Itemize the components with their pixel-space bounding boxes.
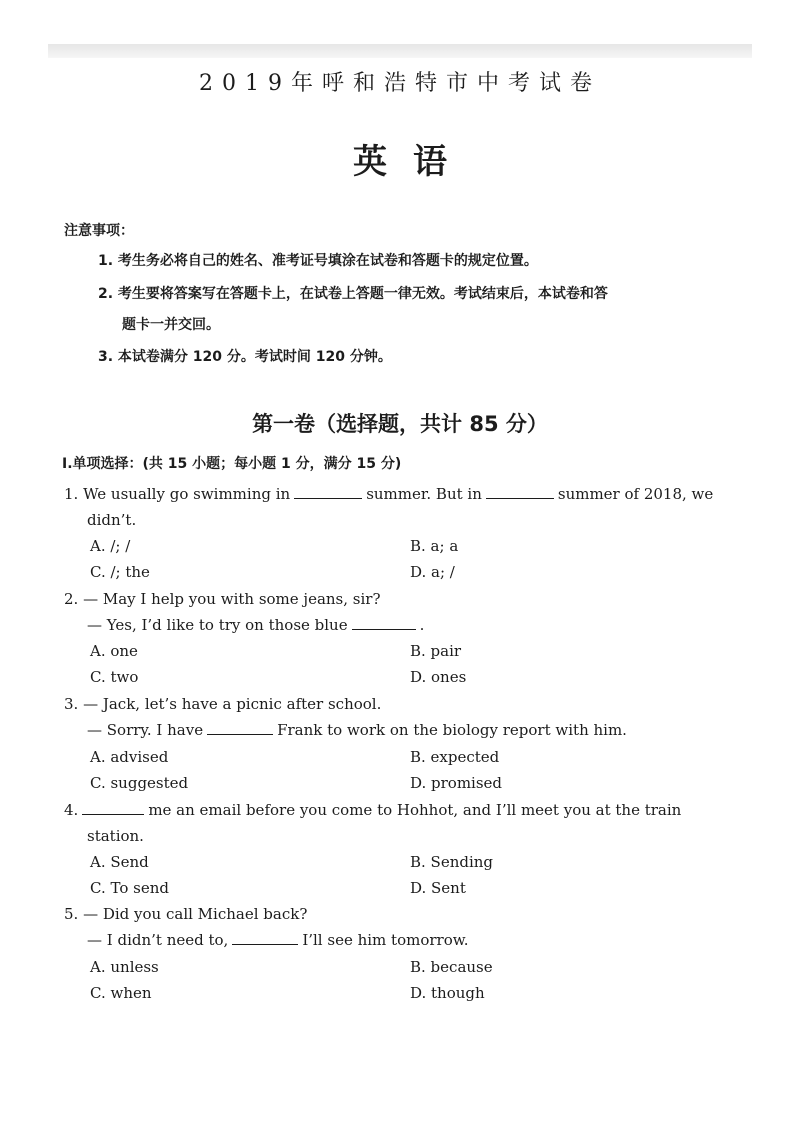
option-c: C. suggested bbox=[90, 774, 189, 792]
question-1-stem-line bbox=[64, 485, 713, 503]
stem-text: me an email before you come to Hohhot, and I’ll meet you at the train bbox=[148, 801, 682, 819]
notice-item: 1. 考生务必将自己的姓名、准考证号填涂在试卷和答题卡的规定位置。 bbox=[98, 253, 538, 269]
subject-title: 英语 bbox=[353, 142, 473, 182]
option-c: C. /; the bbox=[90, 563, 150, 581]
option-d: D. Sent bbox=[410, 879, 466, 897]
option-b: B. expected bbox=[410, 748, 500, 766]
section-heading: Ⅰ.单项选择：(共 15 小题；每小题 1 分，满分 15 分) bbox=[62, 456, 402, 472]
stem-text: summer of 2018, we bbox=[557, 485, 714, 503]
stem-text: 2. — May I help you with some jeans, sir? bbox=[64, 590, 381, 608]
question-2-stem-line bbox=[87, 616, 424, 634]
notice-heading: 注意事项： bbox=[64, 223, 134, 239]
option-c: C. To send bbox=[90, 879, 169, 897]
notice-item: 2. 考生要将答案写在答题卡上，在试卷上答题一律无效。考试结束后，本试卷和答 bbox=[98, 286, 608, 302]
stem-text: . bbox=[419, 616, 425, 634]
question-4-stem-line bbox=[64, 801, 681, 819]
question-3-stem-line bbox=[87, 721, 627, 739]
question-5-stem-line bbox=[64, 905, 307, 923]
answer-blank bbox=[486, 486, 554, 499]
option-a: A. unless bbox=[90, 958, 159, 976]
stem-text: I’ll see him tomorrow. bbox=[302, 931, 469, 949]
notice-item-continued: 题卡一并交回。 bbox=[122, 317, 220, 333]
option-b: B. because bbox=[410, 958, 493, 976]
stem-text: — Yes, I’d like to try on those blue bbox=[87, 616, 348, 634]
answer-blank bbox=[352, 617, 416, 630]
answer-blank bbox=[207, 722, 273, 735]
option-a: A. one bbox=[90, 642, 138, 660]
question-4-stem-line bbox=[87, 827, 144, 845]
answer-blank bbox=[82, 802, 144, 815]
stem-text: 3. — Jack, let’s have a picnic after school. bbox=[64, 695, 382, 713]
option-c: C. when bbox=[90, 984, 152, 1002]
answer-blank bbox=[232, 932, 298, 945]
option-b: B. Sending bbox=[410, 853, 494, 871]
question-3-stem-line bbox=[64, 695, 381, 713]
question-2-stem-line bbox=[64, 590, 381, 608]
question-5-stem-line bbox=[87, 931, 469, 949]
part-title: 第一卷（选择题，共计 85 分） bbox=[252, 412, 548, 436]
option-a: A. /; / bbox=[90, 537, 131, 555]
option-a: A. Send bbox=[90, 853, 149, 871]
stem-text: 5. — Did you call Michael back? bbox=[64, 905, 308, 923]
stem-text: Frank to work on the biology report with him. bbox=[277, 721, 627, 739]
stem-text: 4. bbox=[64, 801, 79, 819]
stem-text: — Sorry. I have bbox=[87, 721, 204, 739]
option-d: D. promised bbox=[410, 774, 503, 792]
option-b: B. a; a bbox=[410, 537, 459, 555]
exam-title: 2019年呼和浩特市中考试卷 bbox=[199, 71, 601, 96]
option-d: D. though bbox=[410, 984, 485, 1002]
question-1-stem-line bbox=[87, 511, 136, 529]
option-a: A. advised bbox=[90, 748, 169, 766]
stem-text: 1. We usually go swimming in bbox=[64, 485, 291, 503]
option-d: D. a; / bbox=[410, 563, 455, 581]
stem-text: didn’t. bbox=[87, 511, 137, 529]
option-c: C. two bbox=[90, 668, 139, 686]
stem-text: station. bbox=[87, 827, 144, 845]
option-d: D. ones bbox=[410, 668, 467, 686]
answer-blank bbox=[294, 486, 362, 499]
option-b: B. pair bbox=[410, 642, 462, 660]
stem-text: — I didn’t need to, bbox=[87, 931, 229, 949]
notice-item: 3. 本试卷满分 120 分。考试时间 120 分钟。 bbox=[98, 349, 392, 365]
stem-text: summer. But in bbox=[366, 485, 482, 503]
